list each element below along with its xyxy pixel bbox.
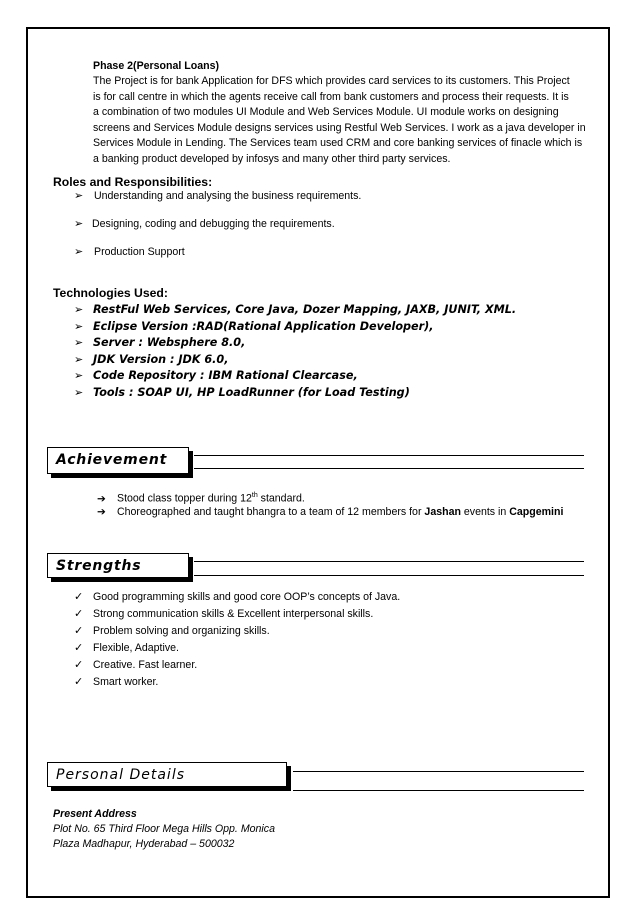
address-line: Plaza Madhapur, Hyderabad – 500032 bbox=[53, 838, 235, 850]
checkmark-bullet-icon: ✓ bbox=[74, 642, 84, 654]
technologies-list bbox=[74, 302, 516, 402]
roles-item-text: Designing, coding and debugging the requirements. bbox=[92, 218, 335, 230]
technology-item-text: Code Repository : IBM Rational Clearcase, bbox=[93, 369, 358, 383]
strength-item bbox=[74, 640, 400, 657]
technology-item bbox=[74, 302, 516, 319]
roles-item bbox=[74, 245, 185, 261]
achievement-item bbox=[97, 505, 563, 521]
arrowhead-bullet-icon: ➢ bbox=[74, 369, 84, 383]
project-description-line: The Project is for bank Application for DFS which provides card services to its customers. This Project bbox=[93, 75, 570, 87]
project-description-line: Services Module in Lending. The Services team used CRM and core banking services of finacle which is bbox=[93, 137, 583, 150]
present-address-label: Present Address bbox=[53, 808, 137, 820]
personal-rule-top bbox=[293, 771, 584, 772]
arrowhead-bullet-icon: ➢ bbox=[74, 352, 84, 366]
technologies-heading: Technologies Used: bbox=[53, 286, 168, 300]
strengths-heading-box bbox=[47, 553, 189, 578]
right-arrow-bullet-icon: ➔ bbox=[97, 492, 106, 505]
strengths-heading: Strengths bbox=[56, 558, 142, 574]
technology-item bbox=[74, 368, 516, 385]
roles-item bbox=[74, 189, 361, 205]
strengths-list bbox=[74, 589, 400, 691]
project-description-line: is for call centre in which the agents receive call from bank customers and process their requests. It is bbox=[93, 90, 569, 103]
arrowhead-bullet-icon: ➢ bbox=[74, 336, 84, 350]
technology-item-text: JDK Version : JDK 6.0, bbox=[93, 352, 229, 366]
checkmark-bullet-icon: ✓ bbox=[74, 608, 84, 620]
roles-heading: Roles and Responsibilities: bbox=[53, 175, 213, 189]
strength-item bbox=[74, 589, 400, 606]
arrowhead-bullet-icon: ➢ bbox=[74, 319, 84, 333]
technology-item bbox=[74, 385, 516, 402]
strength-item bbox=[74, 606, 400, 623]
strength-item-text: Problem solving and organizing skills. bbox=[93, 625, 270, 637]
checkmark-bullet-icon: ✓ bbox=[74, 625, 84, 637]
strength-item bbox=[74, 674, 400, 691]
arrowhead-bullet-icon: ➢ bbox=[74, 385, 84, 399]
technology-item-text: RestFul Web Services, Core Java, Dozer Mapping, JAXB, JUNIT, XML. bbox=[93, 303, 517, 316]
achievement-heading-box bbox=[47, 447, 189, 474]
project-description-line: a combination of two modules UI Module and Web Services Module. UI module works on designing bbox=[93, 106, 559, 119]
strength-item-text: Good programming skills and good core OOP’s concepts of Java. bbox=[93, 591, 401, 603]
arrowhead-bullet-icon: ➢ bbox=[74, 218, 84, 230]
checkmark-bullet-icon: ✓ bbox=[74, 659, 84, 671]
technology-item bbox=[74, 319, 516, 336]
technology-item bbox=[74, 335, 516, 352]
achievement-superscript: th bbox=[251, 492, 258, 499]
achievement-bold-text: Jashan bbox=[424, 506, 461, 518]
achievement-text: Stood class topper during 12 bbox=[117, 492, 252, 505]
right-arrow-bullet-icon: ➔ bbox=[97, 506, 106, 518]
project-description-line: screens and Services Module designs services using Restful Web Services. I work as a java developer in bbox=[93, 121, 586, 134]
strength-item-text: Strong communication skills & Excellent interpersonal skills. bbox=[93, 608, 374, 620]
checkmark-bullet-icon: ✓ bbox=[74, 591, 84, 603]
strength-item-text: Creative. Fast learner. bbox=[93, 659, 198, 671]
technology-item-text: Tools : SOAP UI, HP LoadRunner (for Load Testing) bbox=[93, 385, 410, 399]
achievement-heading: Achievement bbox=[56, 452, 168, 468]
achievement-rule-top bbox=[194, 455, 584, 456]
technology-item bbox=[74, 352, 516, 369]
strengths-rule-top bbox=[194, 561, 584, 562]
achievement-bold-text: Capgemini bbox=[509, 506, 564, 518]
address-line: Plot No. 65 Third Floor Mega Hills Opp. Monica bbox=[53, 823, 275, 835]
checkmark-bullet-icon: ✓ bbox=[74, 676, 84, 688]
technology-item-text: Eclipse Version :RAD(Rational Application Developer), bbox=[93, 319, 434, 333]
arrowhead-bullet-icon: ➢ bbox=[74, 303, 84, 316]
strengths-rule-bottom bbox=[194, 575, 584, 576]
strength-item-text: Flexible, Adaptive. bbox=[93, 642, 179, 654]
strength-item-text: Smart worker. bbox=[93, 676, 159, 688]
roles-item bbox=[74, 217, 335, 233]
achievement-text: standard. bbox=[257, 492, 305, 505]
roles-item-text: Understanding and analysing the business requirements. bbox=[94, 190, 362, 202]
personal-details-heading: Personal Details bbox=[56, 767, 185, 783]
personal-heading-box bbox=[47, 762, 287, 787]
project-phase-title: Phase 2(Personal Loans) bbox=[93, 60, 219, 72]
personal-rule-bottom bbox=[293, 790, 584, 791]
project-description-line: a banking product developed by infosys and many other third party services. bbox=[93, 152, 451, 165]
arrowhead-bullet-icon: ➢ bbox=[74, 246, 84, 258]
achievement-text: events in bbox=[460, 506, 510, 518]
arrowhead-bullet-icon: ➢ bbox=[74, 190, 84, 202]
strength-item bbox=[74, 657, 400, 674]
strength-item bbox=[74, 623, 400, 640]
achievement-text: Choreographed and taught bhangra to a team of 12 members for bbox=[117, 506, 425, 518]
achievement-rule-bottom bbox=[194, 468, 584, 469]
project-description bbox=[93, 74, 588, 168]
technology-item-text: Server : Websphere 8.0, bbox=[93, 336, 246, 350]
roles-item-text: Production Support bbox=[94, 246, 185, 258]
